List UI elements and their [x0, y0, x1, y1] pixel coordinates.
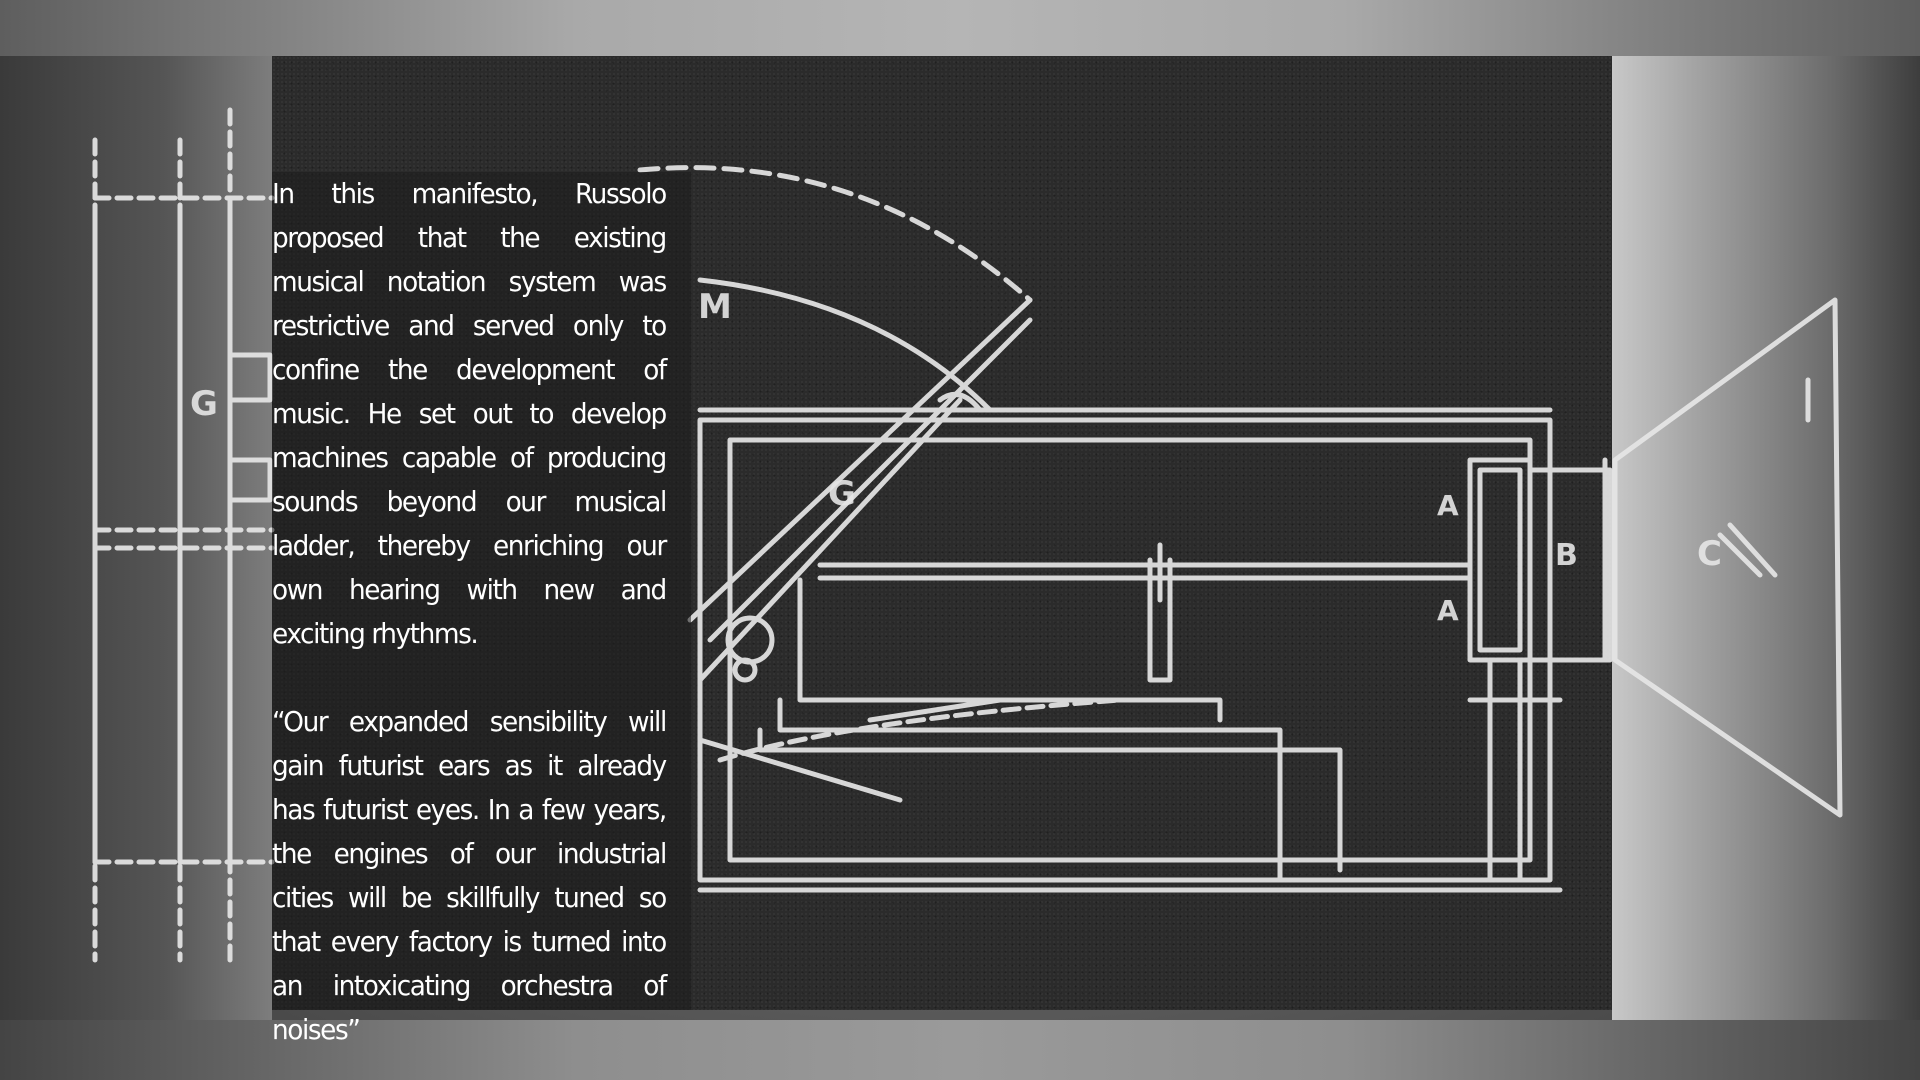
- label-g-left: G: [190, 384, 218, 424]
- manifesto-text-block: [272, 172, 666, 1052]
- russolo-quote: “Our expanded sensibility will gain futurist ears as it already has futurist eyes. In a few years, the engines of our industrial cities will be skillfully tuned so that every factory is turned into an intoxicating orchestra of noises”: [272, 705, 666, 1046]
- label-m: M: [698, 287, 732, 327]
- horn: [1615, 300, 1840, 815]
- label-a-upper: A: [1437, 489, 1459, 522]
- arc-inner: [700, 280, 990, 410]
- label-a-lower: A: [1437, 594, 1459, 627]
- left-frame-lines: [95, 110, 272, 960]
- label-b: B: [1555, 538, 1578, 573]
- label-c: C: [1697, 534, 1722, 574]
- manifesto-paragraph: In this manifesto, Russolo proposed that the existing musical notation system was restrictive and served only to confine the development of music. He set out to develop machines capable of producing sounds beyond our musical ladder, thereby enriching our own hearing with new and exciting rhythms.: [272, 177, 666, 650]
- label-g-lever: G: [828, 474, 856, 514]
